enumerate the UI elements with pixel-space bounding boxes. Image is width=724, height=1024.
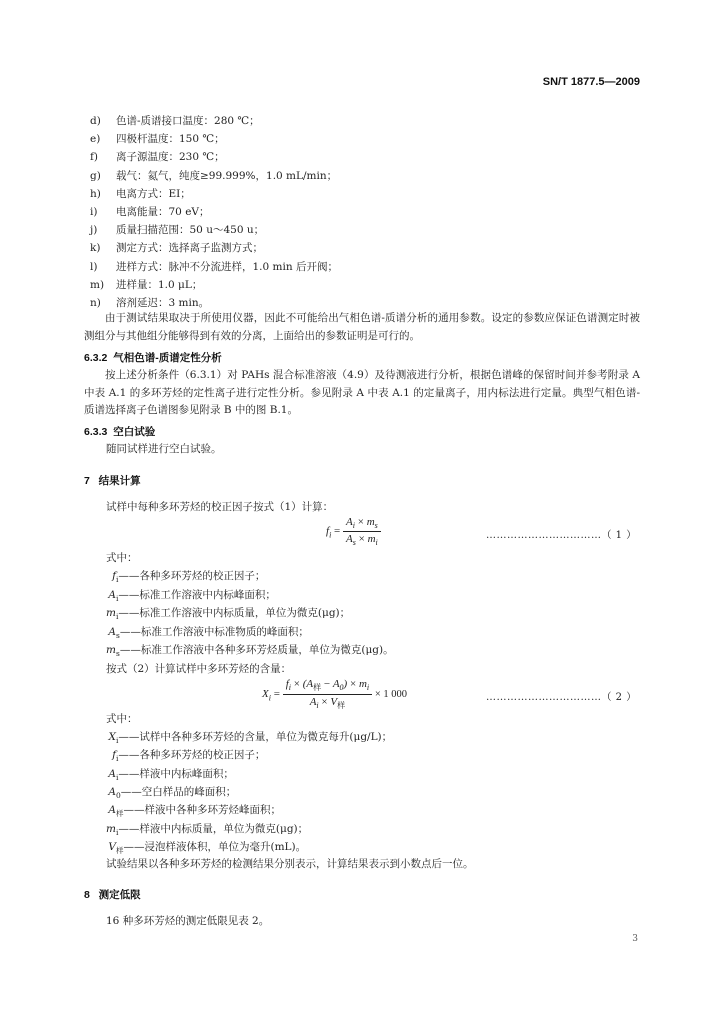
symbol-definition [102, 803, 281, 821]
page-number: 3 [632, 934, 638, 944]
definition-text: ——标准工作溶液中标准物质的峰面积； [119, 625, 309, 638]
parameter-value: 进样方式：脉冲不分流进样，1.0 min 后开阀； [116, 260, 338, 273]
symbol-subscript: s [116, 630, 120, 640]
section-number: 8 [84, 889, 90, 901]
equation-2-label: ……………………………（ 2 ） [486, 692, 637, 703]
document-id: SN/T 1877.5—2009 [542, 76, 640, 88]
parameter-value: 溶剂延迟：3 min。 [116, 297, 210, 309]
section-title: 气相色谱-质谱定性分析 [113, 352, 222, 364]
symbol: f [112, 570, 116, 582]
parameter-item [90, 241, 263, 255]
parameter-item [90, 205, 210, 219]
where-label-2: 式中： [106, 713, 138, 725]
parameter-key: i) [90, 206, 98, 218]
symbol: m [106, 822, 116, 835]
section-number: 6.3.3 [84, 426, 108, 438]
parameter-value: 色谱-质谱接口温度：280 ℃； [116, 115, 260, 127]
symbol-subscript: i [116, 754, 119, 764]
parameter-value: 电离方式：EI； [116, 187, 191, 200]
symbol-definition [102, 588, 276, 606]
parameter-key: g) [90, 169, 101, 182]
symbol-definition [102, 748, 265, 766]
section-6-3-2-heading [84, 350, 222, 365]
symbol-subscript: s [116, 649, 120, 659]
parameter-value: 载气：氦气，纯度≥99.999%，1.0 mL/min； [116, 169, 338, 182]
parameter-key: l) [90, 260, 98, 273]
section-title: 结果计算 [98, 475, 141, 487]
symbol-definition [102, 822, 308, 840]
equation-1: $f_i$ = $\frac{A_i \times m_s}{A_s \times m_i}$ [326, 516, 381, 547]
symbol: A [108, 588, 116, 601]
definition-text: ——试样中各种多环芳烃的含量，单位为微克每升(μg/L)； [118, 731, 393, 743]
equation-2-intro: 按式（2）计算试样中多环芳烃的含量： [106, 663, 292, 675]
symbol-subscript: 样 [116, 809, 124, 819]
symbol-subscript: i [116, 827, 119, 837]
definition-text: ——样液中内标质量，单位为微克(μg)； [118, 822, 309, 835]
section-8-heading [84, 887, 141, 902]
symbol-definition [102, 569, 265, 587]
section-7-heading [84, 473, 141, 488]
symbol-subscript: 0 [116, 790, 121, 800]
parameter-item [90, 132, 225, 146]
parameter-item [90, 187, 191, 201]
symbol-subscript: i [116, 612, 119, 622]
section-title: 测定低限 [98, 889, 141, 901]
parameter-key: n) [90, 297, 101, 309]
symbol-definition [102, 606, 350, 624]
parameter-item [90, 278, 202, 292]
parameter-key: d) [90, 115, 101, 127]
symbol: V [108, 840, 116, 853]
symbol: X [108, 731, 116, 743]
parameter-item [90, 296, 209, 310]
parameter-key: j) [90, 224, 98, 237]
params-note-paragraph: 由于测试结果取决于所使用仪器，因此不可能给出气相色谱-质谱分析的通用参数。设定的参数应保证色谱测定时被测组分与其他组分能够得到有效的分离，上面给出的参数证明是可行的。 [84, 312, 640, 342]
section-6-3-2-paragraph: 按上述分析条件（6.3.1）对 PAHs 混合标准溶液（4.9）及待测液进行分析，根据色谱峰的保留时间并参考附录 A 中表 A.1 的多环芳烃的定性离子进行定性分析。参见附录 A 中表 A.1 的定量离子，用内标法进行定量。典型气相色谱-质谱选择离子色谱图参见附录 B 中的图 B.1。 [84, 369, 640, 416]
definition-text: ——标准工作溶液中内标质量，单位为微克(μg)； [118, 607, 351, 619]
parameter-value: 离子源温度：230 ℃； [116, 151, 225, 164]
parameter-item [90, 150, 225, 164]
symbol-definition [102, 643, 394, 661]
symbol-definition [102, 730, 392, 748]
parameter-value: 质量扫描范围：50 u～450 u； [116, 224, 265, 237]
section-8-paragraph: 16 种多环芳烃的测定低限见表 2。 [106, 915, 270, 927]
equation-1-label: ……………………………（ 1 ） [486, 530, 637, 541]
definition-text: ——各种多环芳烃的校正因子； [118, 570, 266, 582]
section-6-3-3-paragraph: 随同试样进行空白试验。 [106, 443, 222, 455]
parameter-value: 四极杆温度：150 ℃； [116, 133, 225, 146]
parameter-value: 测定方式：选择离子监测方式； [116, 242, 263, 255]
parameter-key: k) [90, 242, 101, 255]
parameter-value: 进样量：1.0 μL； [116, 278, 203, 291]
parameter-item [90, 223, 264, 237]
section-number: 6.3.2 [84, 352, 108, 364]
definition-text: ——浸泡样液体积，单位为毫升(mL)。 [123, 840, 307, 853]
section-6-3-3-heading [84, 424, 155, 439]
definition-text: ——标准工作溶液中各种多环芳烃质量，单位为微克(μg)。 [119, 644, 394, 656]
parameter-key: h) [90, 187, 101, 200]
symbol-definition [102, 625, 309, 643]
symbol: A [108, 804, 116, 817]
symbol: A [108, 785, 116, 798]
section-title: 空白试验 [113, 426, 156, 438]
parameter-item [90, 260, 338, 274]
definition-text: ——样液中内标峰面积； [118, 767, 234, 780]
definition-text: ——样液中各种多环芳烃峰面积； [123, 804, 281, 817]
symbol: m [106, 607, 116, 619]
symbol: A [108, 767, 116, 780]
symbol-definition [102, 840, 306, 858]
where-label-1: 式中： [106, 552, 138, 564]
section-7-intro: 试样中每种多环芳烃的校正因子按式（1）计算： [106, 501, 334, 513]
parameter-key: e) [90, 133, 101, 146]
definition-text: ——标准工作溶液中内标峰面积； [118, 588, 276, 601]
symbol-subscript: i [116, 772, 119, 782]
section-number: 7 [84, 475, 90, 487]
definition-text: ——空白样品的峰面积； [120, 785, 237, 798]
symbol: m [106, 644, 116, 656]
symbol-subscript: 样 [116, 845, 124, 855]
symbol-definition [102, 785, 236, 803]
parameter-key: f) [90, 151, 98, 164]
result-statement: 试验结果以各种多环芳烃的检测结果分别表示，计算结果表示到小数点后一位。 [106, 858, 474, 870]
parameter-key: m) [90, 278, 105, 291]
parameter-item [90, 169, 337, 183]
symbol-definition [102, 767, 234, 785]
symbol: A [108, 625, 116, 638]
equation-2: $X_i$ = $\frac{f_i \times (A_样 - A_0) \times m_i}{A_i \times V_样}$ × 1 000 [262, 678, 408, 711]
parameter-value: 电离能量：70 eV； [116, 206, 210, 218]
definition-text: ——各种多环芳烃的校正因子； [118, 749, 266, 762]
symbol-subscript: i [116, 575, 119, 585]
symbol-subscript: i [116, 593, 119, 603]
symbol: f [112, 749, 116, 762]
symbol-subscript: i [116, 736, 119, 746]
parameter-item [90, 114, 260, 128]
